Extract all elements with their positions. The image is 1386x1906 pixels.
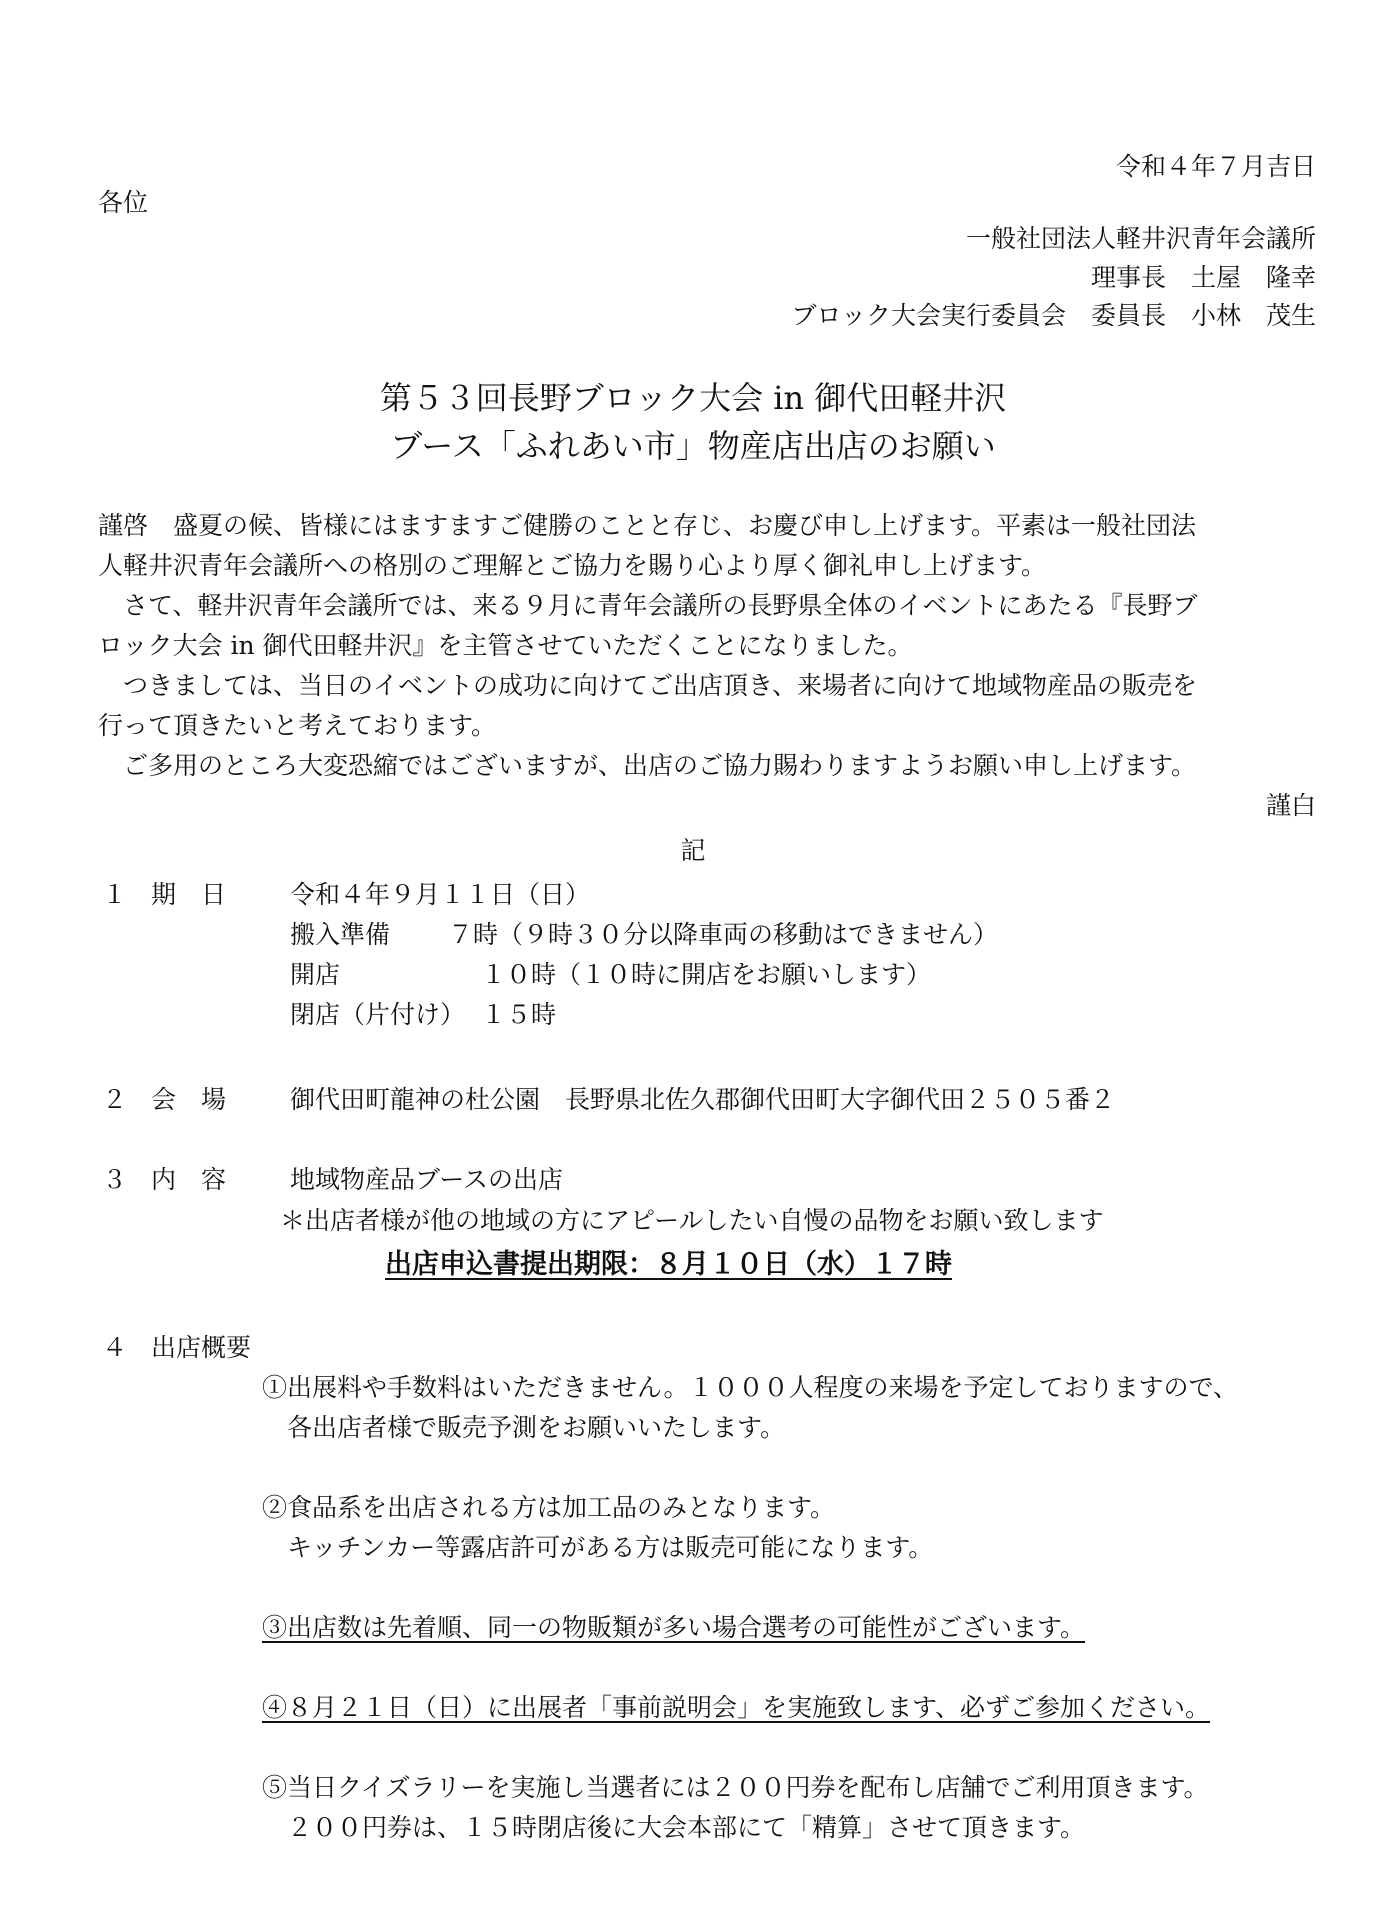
point-1-line2: 各出店者様で販売予測をお願いいたします。 [262, 1413, 786, 1442]
body-p2-line1: さて、軽井沢青年会議所では、来る９月に青年会議所の長野県全体のイベントにあたる『長野ブ [98, 591, 1198, 620]
title-line-2: ブース「ふれあい市」物産店出店のお願い [390, 427, 996, 465]
item4-label: 出店概要 [151, 1333, 252, 1362]
closing-greeting: 謹白 [1265, 791, 1316, 820]
item1-row2-label: 開店 [290, 960, 341, 989]
point-2-line2: キッチンカー等露店許可がある方は販売可能になります。 [262, 1533, 934, 1562]
ki-heading: 記 [680, 836, 706, 865]
issue-date: 令和４年７月吉日 [1115, 152, 1316, 181]
sender-committee: ブロック大会実行委員会 委員長 小林 茂生 [791, 301, 1316, 330]
item3-label: 内 容 [151, 1165, 227, 1194]
point-5-line1: ⑤当日クイズラリーを実施し当選者には２００円券を配布し店舗でご利用頂きます。 [262, 1773, 1209, 1802]
item3-note: ＊出店者様が他の地域の方にアピールしたい自慢の品物をお願い致します [280, 1206, 1104, 1235]
item2-venue: 御代田町龍神の杜公園 長野県北佐久郡御代田町大字御代田２５０５番２ [290, 1085, 1116, 1114]
point-2-line1: ②食品系を出店される方は加工品のみとなります。 [262, 1493, 836, 1522]
point-1-line1: ①出展料や手数料はいただきません。１０００人程度の来場を予定しておりますので、 [262, 1373, 1239, 1402]
body-p3-line1: つきましては、当日のイベントの成功に向けてご出店頂き、来場者に向けて地域物産品の販売を [98, 671, 1198, 700]
body-p1-line2: 人軽井沢青年会議所への格別のご理解とご協力を賜り心より厚く御礼申し上げます。 [98, 551, 1047, 580]
item2-label: 会 場 [151, 1085, 227, 1114]
body-p2-line2: ロック大会 in 御代田軽井沢』を主管させていただくことになりました。 [98, 631, 913, 660]
item1-row3-label: 閉店（片付け） [290, 1000, 466, 1029]
addressee: 各位 [98, 188, 149, 217]
application-deadline: 出店申込書提出期限：８月１０日（水）１７時 [385, 1249, 952, 1280]
point-3: ③出店数は先着順、同一の物販類が多い場合選考の可能性がございます。 [262, 1613, 1086, 1642]
body-p3-line2: 行って頂きたいと考えております。 [98, 711, 497, 740]
item1-row1-label: 搬入準備 [290, 920, 391, 949]
point-4: ④８月２１日（日）に出展者「事前説明会」を実施致します、必ずご参加ください。 [262, 1693, 1211, 1722]
title-line-1: 第５３回長野ブロック大会 in 御代田軽井沢 [379, 379, 1007, 417]
item1-row3-value: １５時 [481, 1000, 557, 1029]
sender-org: 一般社団法人軽井沢青年会議所 [965, 224, 1316, 253]
body-p1-line1: 謹啓 盛夏の候、皆様にはますますご健勝のことと存じ、お慶び申し上げます。平素は一般社団法 [98, 511, 1197, 540]
item1-row2-value: １０時（１０時に開店をお願いします） [481, 960, 932, 989]
item2-number: ２ [102, 1085, 128, 1114]
item1-row1-value: ７時（９時３０分以降車両の移動はできません） [448, 920, 999, 949]
item1-label: 期 日 [151, 880, 227, 909]
point-5-line2: ２００円券は、１５時閉店後に大会本部にて「精算」させて頂きます。 [262, 1813, 1086, 1842]
item3-number: ３ [102, 1165, 128, 1194]
item3-content: 地域物産品ブースの出店 [290, 1165, 564, 1194]
item1-number: １ [102, 880, 128, 909]
body-p4: ご多用のところ大変恐縮ではございますが、出店のご協力賜わりますようお願い申し上げます。 [98, 751, 1197, 780]
sender-chair: 理事長 土屋 隆幸 [1090, 263, 1316, 292]
item4-number: ４ [102, 1333, 128, 1362]
item1-date: 令和４年９月１１日（日） [290, 880, 591, 909]
